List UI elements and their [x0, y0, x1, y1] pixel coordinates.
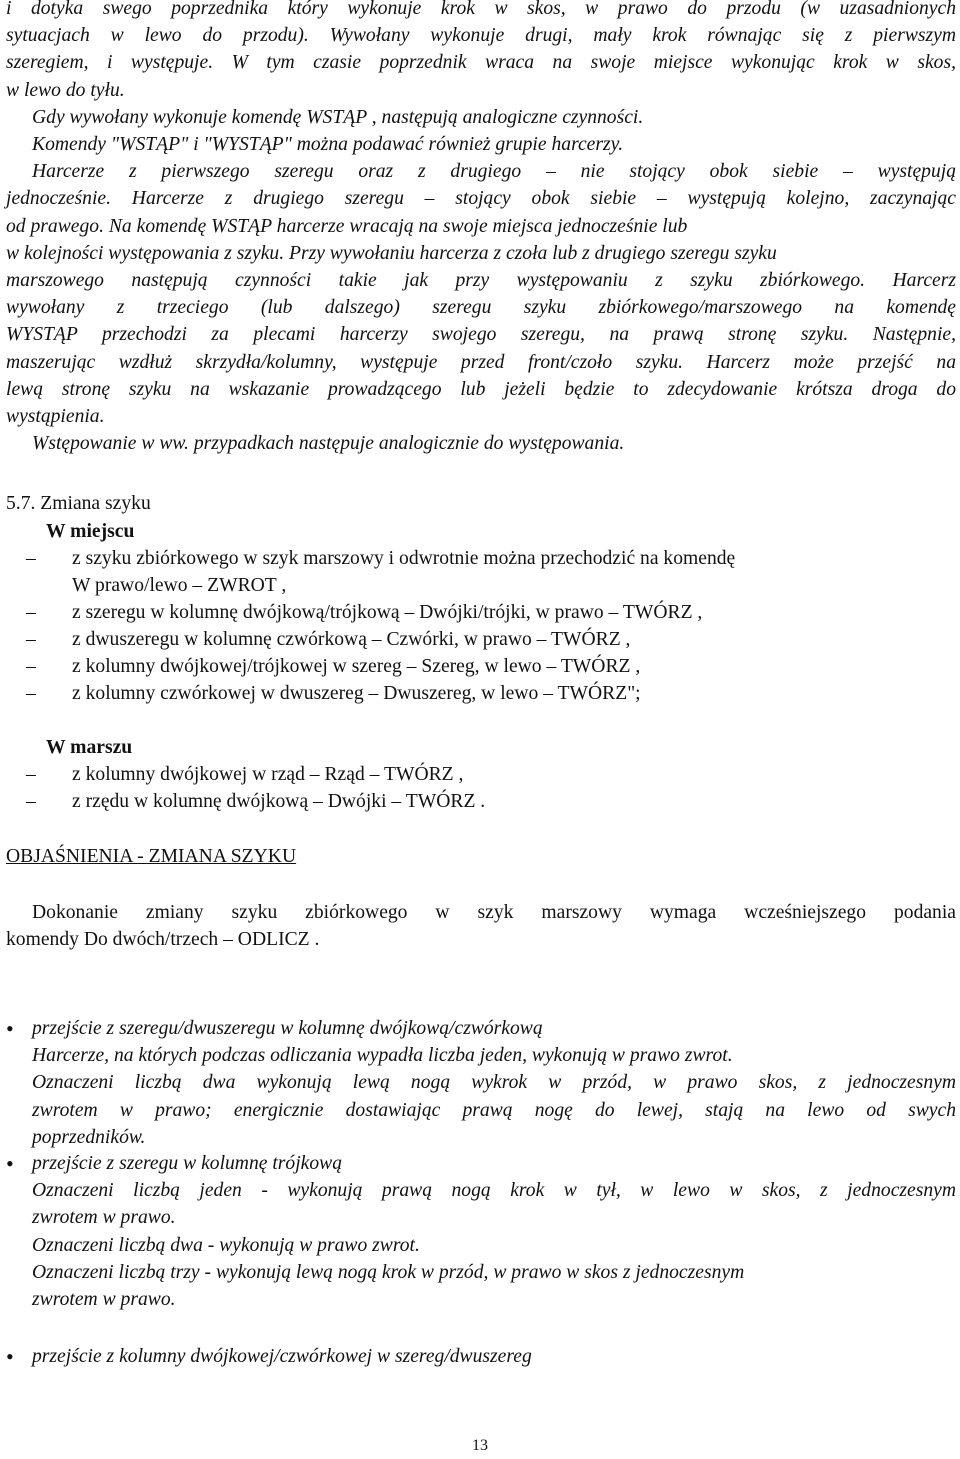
document-page: i dotyka swego poprzednika który wykonuje krok w skos, w prawo do przodu (w uzasadnionych sytuacjach w lewo do przodu). Wywołany wykonuje drugi, mały krok równając się z pierwszym szeregiem, i występuje. W tym czasie poprzednik wraca na swoje miejsce wykonując krok w skos, w lewo do tyłu. Gdy wywołany wykonuje komendę WSTĄP , następują analogiczne czynności. Komendy "WSTĄP" i "WYSTĄP" można podawać również grupie harcerzy. Harcerze z pierwszego szeregu oraz z drugiego – nie stojący obok siebie – występują jednocześnie. Harcerze z drugiego szeregu – stojący obok siebie – występują kolejno, zaczynając od prawego. Na komendę WSTĄP harcerze wracają na swoje miejsca jednocześnie lub w kolejności występowania z szyku. Przy wywołaniu harcerza z czoła lub z drugiego szeregu szyku marszowego następują czynności takie jak przy występowaniu z szyku zbiórkowego. Harcerz wywołany z trzeciego (lub dalszego) szeregu szyku zbiórkowego/marszowego na komendę WYSTĄP przechodzi za plecami harcerzy swojego szeregu, na prawą stronę szyku. Następnie, maszerując wzdłuż skrzydła/kolumny, występuje przed front/czoło szyku. Harcerz może przejść na lewą stronę szyku na wskazanie prowadzącego lub jeżeli będzie to zdecydowanie krótsza droga do wystąpienia. Wstępowanie w ww. przypadkach następuje analogicznie do występowania. 5.7. Zmiana szyku W miejscu – z szyku zbiórkowego w szyk marszowy i odwrotnie można przechodzić na komendę W prawo/lewo – ZWROT , – z szeregu w kolumnę dwójkową/trójkową – Dwójki/trójki, w prawo – TWÓRZ , – z dwuszeregu w kolumnę czwórkową – Czwórki, w prawo – TWÓRZ , – z kolumny dwójkowej/trójkowej w szereg – Szereg, w lewo – TWÓRZ , – z kolumny czwórkowej w dwuszereg – Dwuszereg, w lewo – TWÓRZ"; W marszu – z kolumny dwójkowej w rząd – Rząd – TWÓRZ , – z rzędu w kolumnę dwójkową – Dwójki – TWÓRZ . OBJAŚNIENIA - ZMIANA SZYKU Dokonanie zmiany szyku zbiórkowego w szyk marszowy wymaga wcześniejszego podania komendy Do dwóch/trzech – ODLICZ . • przejście z szeregu/dwuszeregu w kolumnę dwójkową/czwórkową Harcerze, na których podczas odliczania wypadła liczba jeden, wykonują w prawo zwrot. Oznaczeni liczbą dwa wykonują lewą nogą wykrok w przód, w prawo skos, z jednoczesnym zwrotem w prawo; energicznie dostawiając prawą nogę do lewej, stają na lewo od swych poprzedników. • przejście z szeregu w kolumnę trójkową Oznaczeni liczbą jeden - wykonują prawą nogą krok w tył, w lewo w skos, z jednoczesnym zwrotem w prawo. Oznaczeni liczbą dwa - wykonują w prawo zwrot. Oznaczeni liczbą trzy - wykonują lewą nogą krok w przód, w prawo w skos z jednoczesnym zwrotem w prawo. • przejście z kolumny dwójkowej/czwórkowej w szereg/dwuszereg 13 — [0, 0, 960, 1451]
text-line: szeregiem, i występuje. W tym czasie poprzednik wraca na swoje miejsce wykonując krok w skos, — [6, 52, 956, 74]
bullet-icon: • — [6, 1151, 14, 1176]
bullet-icon: • — [6, 1016, 14, 1041]
subheading-w-miejscu: W miejscu — [46, 521, 135, 542]
bullet-item — [6, 1150, 956, 1313]
text-line: Oznaczeni liczbą dwa - wykonują w prawo zwrot. — [32, 1234, 420, 1256]
text-line: Oznaczeni liczbą jeden - wykonują prawą nogą krok w tył, w lewo w skos, z jednoczesnym — [32, 1180, 956, 1202]
text-line: Wstępowanie w ww. przypadkach następuje analogicznie do występowania. — [32, 433, 625, 455]
text-line: Komendy "WSTĄP" i "WYSTĄP" można podawać również grupie harcerzy. — [32, 134, 624, 156]
text-line: poprzedników. — [32, 1126, 146, 1148]
text-line: jednocześnie. Harcerze z drugiego szeregu – stojący obok siebie – występują kolejno, zaczynając — [6, 188, 956, 210]
text-line: sytuacjach w lewo do przodu). Wywołany wykonuje drugi, mały krok równając się z pierwszym — [6, 25, 956, 47]
text-line: komendy Do dwóch/trzech – ODLICZ . — [6, 929, 320, 951]
text-line: WYSTĄP przechodzi za plecami harcerzy swojego szeregu, na prawą stronę szyku. Następnie, — [6, 324, 956, 346]
bullet-title: przejście z szeregu w kolumnę trójkową — [32, 1153, 343, 1174]
section-heading: 5.7. Zmiana szyku — [6, 493, 151, 514]
explanations-title: OBJAŚNIENIA - ZMIANA SZYKU — [6, 846, 297, 867]
text-line: zwrotem w prawo; energicznie dostawiając prawą nogę do lewej, stają na lewo od swych — [32, 1099, 956, 1121]
text-line: Oznaczeni liczbą dwa wykonują lewą nogą wykrok w przód, w prawo skos, z jednoczesnym — [32, 1072, 956, 1094]
bullet-icon: • — [6, 1344, 14, 1369]
text-line: Harcerze, na których podczas odliczania wypadła liczba jeden, wykonują w prawo zwrot. — [32, 1045, 733, 1067]
text-line: maszerując wzdłuż skrzydła/kolumny, występuje przed front/czoło szyku. Harcerz może przejść na — [6, 351, 956, 373]
page-number: 13 — [472, 1437, 488, 1454]
bullet-title: przejście z szeregu/dwuszeregu w kolumnę dwójkową/czwórkową — [32, 1018, 543, 1039]
text-line: i dotyka swego poprzednika który wykonuje krok w skos, w prawo do przodu (w uzasadnionych — [6, 0, 956, 19]
explanations-paragraph — [6, 899, 956, 953]
text-line: Harcerze z pierwszego szeregu oraz z drugiego – nie stojący obok siebie – występują — [32, 161, 956, 183]
bullet-item — [6, 1343, 956, 1370]
text-line: marszowego następują czynności takie jak przy występowaniu z szyku zbiórkowego. Harcerz — [6, 270, 956, 292]
text-line: od prawego. Na komendę WSTĄP harcerze wracają na swoje miejsca jednocześnie lub — [6, 215, 688, 237]
text-line: Gdy wywołany wykonuje komendę WSTĄP , następują analogiczne czynności. — [32, 106, 644, 128]
text-line: zwrotem w prawo. — [32, 1289, 176, 1311]
bullet-item — [6, 1015, 956, 1151]
text-line: Dokonanie zmiany szyku zbiórkowego w szyk marszowy wymaga wcześniejszego podania — [32, 902, 956, 923]
text-line: wywołany z trzeciego (lub dalszego) szeregu szyku zbiórkowego/marszowego na komendę — [6, 297, 956, 319]
bullet-title: przejście z kolumny dwójkowej/czwórkowej w szereg/dwuszereg — [32, 1346, 532, 1367]
intro-paragraph — [6, 0, 956, 457]
text-line: zwrotem w prawo. — [32, 1207, 176, 1229]
text-line: wystąpienia. — [6, 406, 105, 428]
text-line: lewą stronę szyku na wskazanie prowadzącego lub jeżeli będzie to zdecydowanie krótsza droga do — [6, 378, 956, 400]
text-line: w kolejności występowania z szyku. Przy wywołaniu harcerza z czoła lub z drugiego szeregu szyku — [6, 242, 777, 264]
subheading-w-marszu: W marszu — [46, 737, 133, 758]
text-line: Oznaczeni liczbą trzy - wykonują lewą nogą krok w przód, w prawo w skos z jednoczesnym — [32, 1261, 745, 1283]
text-line: w lewo do tyłu. — [6, 79, 125, 101]
